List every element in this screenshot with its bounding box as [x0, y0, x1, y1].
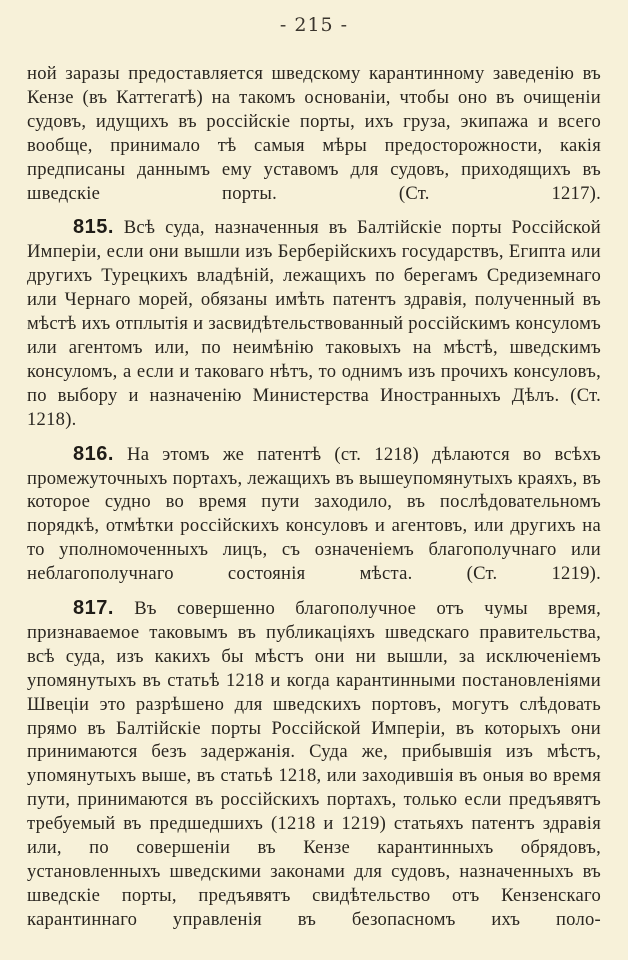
article-number: 817. — [73, 597, 114, 620]
intro-reference: (Ст. 1217). — [398, 182, 601, 204]
article-text: На этомъ же патентѣ (ст. 1218) дѣлаются во всѣхъ промежуточныхъ портахъ, лежащихъ въ вышеупомянутыхъ краяхъ, въ которое судно во время пути заходило, въ послѣдовательномъ порядкѣ, отмѣтки россійскихъ консуловъ и агентовъ, или другихъ на то уполномоченныхъ лицъ, съ означеніемъ благополучнаго или неблагополучнаго состоянія мѣста. — [27, 443, 601, 585]
article-text: Въ совершенно благополучное отъ чумы время, признаваемое таковымъ въ публикаціяхъ шведскаго правительства, всѣ суда, изъ какихъ бы мѣстъ они ни вышли, за исключеніемъ упомянутыхъ въ статьѣ 1218 и когда карантинными постановленіями Швеціи это разрѣшено для шведскихъ портовъ, могутъ слѣдовать прямо въ Балтійскіе порты Россійской Имперіи, въ которыхъ они принимаются безъ задержанія. Суда же, прибывшія изъ мѣстъ, упомянутыхъ выше, въ статьѣ 1218, или заходившія въ оныя во время пути, принимаются въ россійскихъ портахъ, только если предъявятъ требуемый въ предшедшихъ (1218 и 1219) статьяхъ патентъ здравія или, по совершеніи въ Кензе карантинныхъ обрядовъ, установленныхъ шведскими законами для судовъ, назначенныхъ въ шведскіе порты, предъявятъ свидѣтельство отъ Кензенскаго карантиннаго управленія въ безопасномъ ихъ поло- — [27, 598, 601, 930]
page-number: - 215 - — [279, 14, 349, 36]
page-body — [27, 62, 601, 932]
intro-text: ной заразы предоставляется шведскому карантинному заведенію въ Кензе (въ Каттегатѣ) на такомъ основаніи, чтобы оно въ очищеніи судовъ, идущихъ въ россійскіе порты, ихъ груза, экипажа и всего вообще, принимало тѣ самыя мѣры предосторожности, какія предписаны даннымъ ему уставомъ для судовъ, приходящихъ въ шведскіе порты. — [27, 63, 601, 204]
article-number: 815. — [73, 216, 114, 239]
article-reference: (Ст. 1219). — [466, 563, 602, 585]
article-reference: (Ст. 1218). — [27, 384, 601, 430]
article-815 — [27, 216, 601, 431]
intro-paragraph — [27, 62, 601, 205]
article-text: Всѣ суда, назначенныя въ Балтійскіе порты Россійской Имперіи, если они вышли изъ Берберійскихъ государствъ, Египта или другихъ Турецкихъ владѣній, лежащихъ по берегамъ Средиземнаго или Чернаго морей, обязаны имѣть патентъ здравія, полученный въ мѣстѣ ихъ отплытія и засвидѣтельствованный россійскимъ консуломъ или агентомъ или, по неимѣнію таковыхъ на мѣстѣ, шведскимъ консуломъ, а если и таковаго нѣтъ, то однимъ изъ прочихъ консуловъ, по выбору и назначенію Министерства Иностранныхъ Дѣлъ. — [27, 217, 601, 406]
article-number: 816. — [73, 442, 114, 465]
article-816 — [27, 443, 601, 586]
article-817 — [27, 597, 601, 932]
